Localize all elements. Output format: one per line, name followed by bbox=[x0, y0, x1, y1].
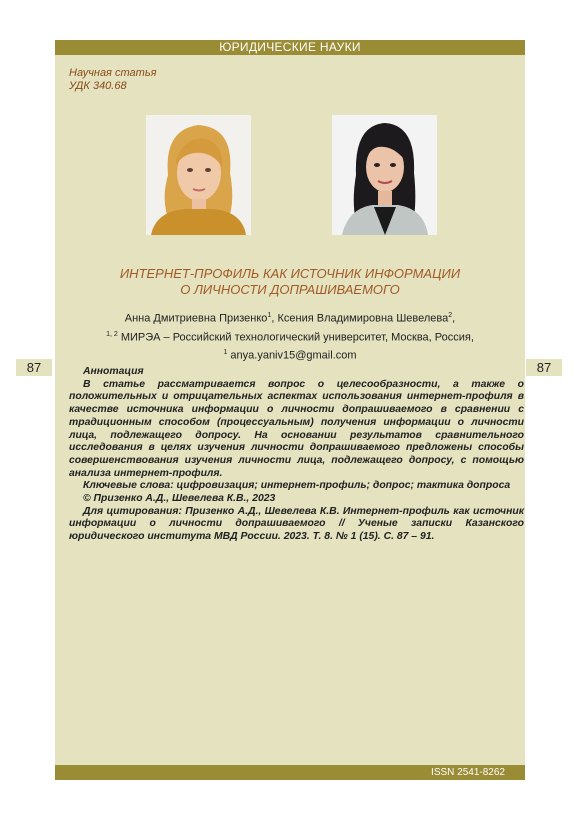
article-type: Научная статья bbox=[69, 67, 157, 79]
udk-code: УДК 340.68 bbox=[69, 80, 127, 92]
author-2-end: , bbox=[452, 312, 456, 325]
author-2-sup: 2 bbox=[448, 312, 453, 319]
affiliation-text: МИРЭА – Российский технологический университет, Москва, Россия, bbox=[117, 331, 474, 344]
author-2: Ксения Владимировна Шевелева bbox=[277, 312, 449, 325]
abstract-text: В статье рассматривается вопрос о целесообразности, а также о положительных и отрицательных аспектах использования интернет-профиля в качестве источника информации о личности допрашиваемого в сравнении с традиционным способом (процессуальным) получения информации о личности лица, подлежащего допросу. На основании результатов сравнительного исследования в целях изучения личности допрашиваемого предложены способы совершенствования изучения личности лица, подлежащего допросу, с помощью анализа интернет-профиля. bbox=[69, 378, 524, 479]
footer-issn: ISSN 2541-8262 bbox=[55, 765, 525, 780]
abstract-heading: Аннотация bbox=[83, 366, 144, 377]
page-number-left: 87 bbox=[16, 359, 52, 376]
author-photo-1 bbox=[146, 115, 251, 235]
author-names bbox=[80, 308, 500, 327]
email-sup: 1 bbox=[223, 349, 228, 357]
author-photo-2 bbox=[332, 115, 437, 235]
section-header: ЮРИДИЧЕСКИЕ НАУКИ bbox=[55, 40, 525, 55]
author-separator: , bbox=[271, 312, 278, 325]
author-1-sup: 1 bbox=[267, 312, 272, 319]
affiliation-sup: 1, 2 bbox=[106, 330, 118, 338]
copyright: © Призенко А.Д., Шевелева К.В., 2023 bbox=[83, 493, 276, 505]
authors-block bbox=[80, 308, 500, 364]
keywords: Ключевые слова: цифровизация; интернет-профиль; допрос; тактика допроса bbox=[83, 480, 511, 492]
article-title bbox=[80, 266, 500, 298]
article-meta bbox=[69, 67, 156, 93]
title-line-2: О ЛИЧНОСТИ ДОПРАШИВАЕМОГО bbox=[180, 282, 400, 297]
email bbox=[80, 345, 500, 364]
citation: Для цитирования: Призенко А.Д., Шевелева К.В. Интернет-профиль как источник информации о личности допрашиваемого // Ученые записки Казанского юридического института МВД России. 2023. Т. 8. № 1 (15). С. 87 – 91. bbox=[69, 505, 524, 543]
page-number-right: 87 bbox=[526, 359, 562, 376]
email-link[interactable]: anya.yaniv15@gmail.com bbox=[227, 349, 357, 362]
author-1: Анна Дмитриевна Призенко bbox=[124, 312, 268, 325]
affiliation bbox=[80, 327, 500, 346]
title-line-1: ИНТЕРНЕТ-ПРОФИЛЬ КАК ИСТОЧНИК ИНФОРМАЦИИ bbox=[119, 266, 461, 281]
abstract-block bbox=[69, 366, 524, 544]
